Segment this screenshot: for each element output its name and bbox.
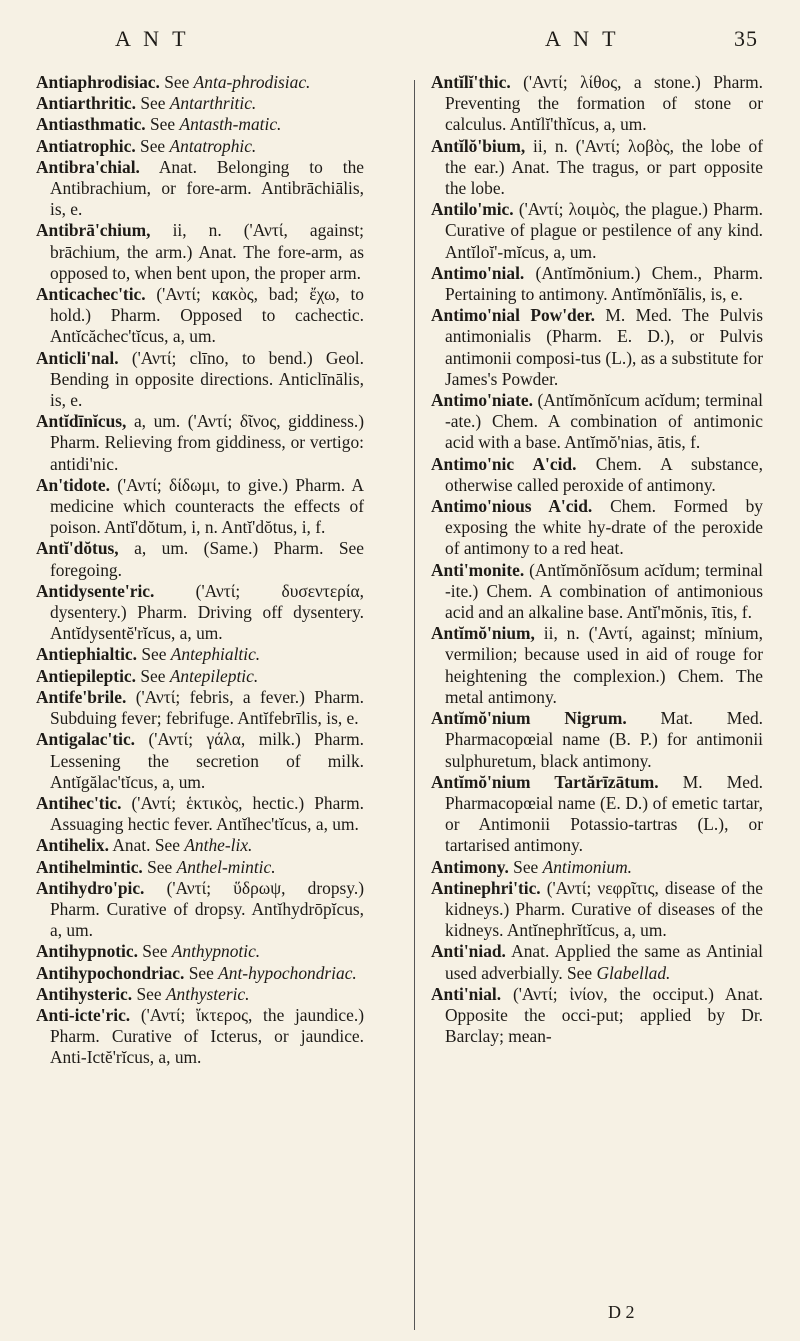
entry-definition: ('Αντί; νεφρῖτις, disease of the kidneys.) Pharm. Curative of diseases of the kidneys. Antĭnephrĭtĭcus, a, um. [445,877,763,941]
header-right-guide: A N T [545,26,620,51]
dictionary-entry [431,708,763,772]
dictionary-entry [36,644,364,665]
dictionary-entry [36,538,364,580]
dictionary-entry [431,941,763,983]
left-column [36,72,364,1069]
entry-definition: ('Αντί; γάλα, milk.) Pharm. Lessening the secretion of milk. Antĭgălac'tĭcus, a, um. [50,729,364,792]
entry-headword: Antihysteric. [36,983,133,1004]
entry-definition: Anat. Belonging to the Antibrachium, or fore-arm. Antibrāchiālis, is, e. [50,156,364,220]
entry-cross-reference: Antarthritic. [169,93,257,114]
entry-cross-reference: Anta-phrodisiac. [193,72,311,92]
dictionary-entry [36,284,364,348]
dictionary-entry [36,941,364,962]
dictionary-entry [431,560,763,624]
entry-definition: M. Med. Pharmacopœial name (E. D.) of emetic tartar, or Antimonii Potassio-tartras (L.), or tartarised antimony. [445,771,763,856]
entry-headword: Antigalac'tic. [36,729,136,750]
entry-definition: ('Αντί; ἰνίον, the occiput.) Anat. Opposite the occi-put; applied by Dr. Barclay; mean- [445,983,763,1047]
entry-definition: ('Αντί; ὕδρωψ, dropsy.) Pharm. Curative of dropsy. Antĭhydrōpĭcus, a, um. [50,877,364,941]
entry-definition: Anat. Applied the same as Antinial used adverbially. See [445,941,763,983]
entry-headword: Antinephri'tic. [431,877,541,898]
entry-headword: Antĭ'dŏtus, [36,538,119,559]
entry-definition: See [142,856,177,877]
entry-definition: (Antĭmŏnĭcum acĭdum; terminal -ate.) Chem. A combination of antimonic acid with a base. Antĭmŏ'nias, ātis, f. [445,390,763,453]
dictionary-entry [431,454,763,496]
entry-headword: Antimony. [431,856,509,877]
dictionary-entry [36,857,364,878]
dictionary-entry [431,878,763,942]
entry-definition: Chem. A substance, otherwise called peroxide of antimony. [445,453,763,495]
dictionary-entry [431,772,763,857]
entry-cross-reference: Antepileptic. [169,665,259,686]
dictionary-entry [431,72,763,136]
header-left-guide: A N T [115,26,190,51]
entry-headword: Antihelmintic. [36,856,143,877]
column-divider [414,80,415,1330]
entry-definition: ('Αντί; clīno, to bend.) Geol. Bending in opposite directions. Anticlīnālis, is, e. [50,347,364,411]
entry-headword: Antihec'tic. [36,792,122,813]
entry-headword: Antife'brile. [36,686,127,707]
entry-definition: See [136,644,171,665]
entry-headword: Antimo'nious A'cid. [431,496,593,517]
entry-headword: Antĭlĭ'thic. [431,72,511,92]
dictionary-entry [431,136,763,200]
entry-headword: Antihelix. [36,835,109,856]
dictionary-entry [36,114,364,135]
entry-headword: Antimo'nial. [431,262,525,283]
dictionary-entry [431,199,763,263]
entry-definition: See [184,962,219,983]
dictionary-entry [36,984,364,1005]
entry-definition: (Antĭmŏnium.) Chem., Pharm. Pertaining to antimony. Antĭmŏnĭālis, is, e. [445,262,763,305]
dictionary-entry [431,857,763,878]
entry-headword: Anti'monite. [431,559,525,580]
entry-definition: Mat. Med. Pharmacopœial name (B. P.) for antimonii sulphuretum, black antimony. [445,708,763,771]
entry-definition: See [135,93,170,114]
dictionary-entry [431,263,763,305]
entry-headword: Antĭmŏ'nium, [431,623,535,644]
entry-headword: Antiatrophic. [36,135,136,156]
entry-definition: ('Αντί; λίθος, a stone.) Pharm. Preventing the formation of stone or calculus. Antĭlĭ'thĭcus, a, um. [445,72,763,135]
entry-definition: a, um. ('Αντί; δῖνος, giddiness.) Pharm. Relieving from giddiness, or vertigo: antidi'nic. [50,411,364,474]
entry-definition: ('Αντί; febris, a fever.) Pharm. Subduing fever; febrifuge. Antĭfebrīlis, is, e. [50,686,364,729]
entry-definition: a, um. (Same.) Pharm. See foregoing. [50,538,364,580]
dictionary-entry [36,878,364,942]
dictionary-entry [36,793,364,835]
entry-definition: ('Αντί; λοιμὸς, the plague.) Pharm. Curative of plague or pestilence of any kind. Antĭloĭ'-mĭcus, a, um. [445,199,763,262]
running-header [60,26,758,60]
entry-definition: ii, n. ('Αντί; λοβὸς, the lobe of the ear.) Anat. The tragus, or part opposite the lobe. [445,135,763,199]
entry-cross-reference: Anthypnotic. [171,941,261,962]
entry-headword: Anticli'nal. [36,347,119,368]
entry-headword: Antibrā'chium, [36,220,151,241]
entry-headword: Anti'niad. [431,941,506,962]
entry-headword: Antiaphrodisiac. [36,72,160,92]
dictionary-entry [431,984,763,1048]
entry-definition: Anat. See [108,835,185,856]
dictionary-entry [36,666,364,687]
dictionary-entry [36,729,364,793]
entry-definition: See [145,114,180,135]
entry-definition: See [135,135,170,156]
dictionary-entry [431,390,763,454]
entry-definition: See [132,983,166,1004]
entry-definition: Chem. Formed by exposing the white hy-drate of the peroxide of antimony to a red heat. [445,496,764,559]
entry-definition: ('Αντί; κακὸς, bad; ἔχω, to hold.) Pharm. Opposed to cachectic. Antĭcăchec'tĭcus, a, um. [50,284,364,347]
entry-definition: See [136,665,170,686]
entry-headword: Anti-icte'ric. [36,1004,131,1025]
right-column [431,72,763,1047]
entry-headword: Antiasthmatic. [36,114,146,135]
entry-cross-reference: Antephialtic. [170,644,261,665]
entry-headword: Antilo'mic. [431,199,514,220]
dictionary-entry [36,1005,364,1069]
dictionary-entry [36,963,364,984]
entry-cross-reference: Antimonium. [542,856,632,877]
entry-headword: Antiepileptic. [36,665,136,686]
entry-definition: ('Αντί; δίδωμι, to give.) Pharm. A medicine which counteracts the effects of poison. Antĭ'dŏtum, i, n. Antĭ'dŏtus, i, f. [50,474,364,538]
entry-headword: Antidysente'ric. [36,580,155,601]
dictionary-entry [431,305,763,390]
dictionary-entry [36,157,364,221]
dictionary-entry [36,835,364,856]
entry-definition: See [159,72,194,92]
entry-definition: See [137,941,172,962]
entry-definition: ('Αντί; δυσεντερία, dysentery.) Pharm. Driving off dysentery. Antĭdysentĕ'rĭcus, a, um. [50,580,364,644]
entry-headword: Antihypnotic. [36,941,138,962]
dictionary-entry [36,72,364,93]
dictionary-entry [36,93,364,114]
entry-headword: Antiephialtic. [36,644,137,665]
entry-headword: Antiarthritic. [36,93,136,114]
entry-headword: Antimo'nic A'cid. [431,453,577,474]
entry-headword: Antihypochondriac. [36,962,185,983]
entry-definition: (Antĭmŏnĭŏsum acĭdum; terminal -ite.) Chem. A combination of antimonious acid and an alkaline base. Antĭ'mŏnis, ītis, f. [445,559,763,623]
entry-cross-reference: Anthysteric. [165,983,250,1004]
entry-headword: Antĭlŏ'bium, [431,135,526,156]
page-number: 35 [734,26,758,51]
entry-definition: ('Αντί; ἴκτερος, the jaundice.) Pharm. Curative of Icterus, or jaundice. Anti-Ictĕ'rĭcus, a, um. [50,1004,364,1068]
entry-cross-reference: Ant-hypochondriac. [218,962,357,983]
entry-cross-reference: Anthe-lix. [184,835,253,856]
entry-headword: Anti'nial. [431,983,502,1004]
dictionary-entry [36,687,364,729]
entry-headword: Antimo'niate. [431,390,533,411]
signature-mark: D 2 [608,1302,635,1322]
entry-headword: Antĭmŏ'nium Nigrum. [431,708,627,729]
entry-cross-reference: Glabellad. [596,962,671,983]
entry-definition: ii, n. ('Αντί, against; brāchium, the arm.) Anat. The fore-arm, as opposed to, when bent upon, the proper arm. [50,220,364,283]
entry-definition: ('Αντί; ἑκτικὸς, hectic.) Pharm. Assuaging hectic fever. Antĭhec'tĭcus, a, um. [50,792,364,835]
entry-definition: M. Med. The Pulvis antimonialis (Pharm. E. D.), or Pulvis antimonii composi-tus (L.), as a substitute for James's Powder. [445,305,763,389]
entry-headword: An'tidote. [36,474,110,495]
entry-headword: Antĭdīnĭcus, [36,411,127,432]
dictionary-entry [36,475,364,539]
entry-cross-reference: Anthel-mintic. [176,856,276,877]
entry-cross-reference: Antasth-matic. [179,114,282,135]
entry-headword: Antibra'chial. [36,156,140,177]
dictionary-entry [431,623,763,708]
entry-definition: See [508,856,543,877]
entry-cross-reference: Antatrophic. [169,135,257,156]
dictionary-entry [36,220,364,284]
entry-headword: Anticachec'tic. [36,284,146,305]
dictionary-entry [36,348,364,412]
dictionary-entry [36,136,364,157]
entry-headword: Antĭmŏ'nium Tartărīzātum. [431,771,659,792]
dictionary-entry [36,411,364,475]
dictionary-entry [431,496,763,560]
entry-headword: Antimo'nial Pow'der. [431,305,595,326]
entry-definition: ii, n. ('Αντί, against; mĭnium, vermilion; because used in aid of rouge for heightening the complexion.) Chem. The metal antimony. [445,623,763,707]
dictionary-entry [36,581,364,645]
entry-headword: Antihydro'pic. [36,877,145,898]
